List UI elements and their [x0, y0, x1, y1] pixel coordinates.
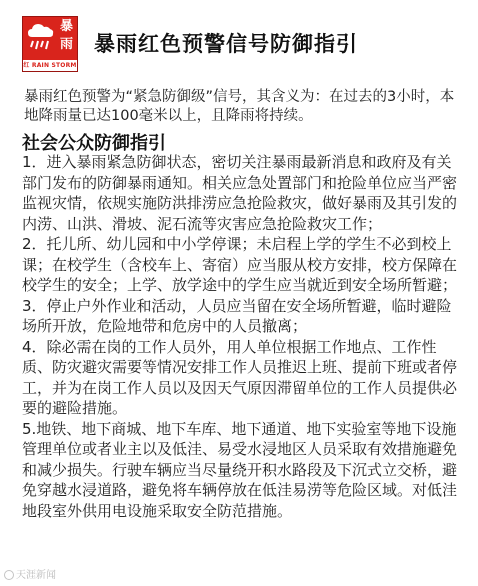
- cloud-rain-icon: [26, 21, 56, 55]
- guideline-item-3: 3．停止户外作业和活动，人员应当留在安全场所暂避，临时避险场所开放，危险地带和危房中的人员撤离；: [22, 296, 452, 335]
- guideline-item-1: 1．进入暴雨紧急防御状态，密切关注暴雨最新消息和政府及有关部门发布的防御暴雨通知。相关应急处置部门和抢险单位应当严密监视灾情，依规实施防洪排涝应急抢险救灾，做好暴雨及其引发的内涝、山洪、滑坡、泥石流等灾害应急抢险救灾工作；: [22, 153, 458, 233]
- rainstorm-red-warning-icon: [22, 16, 78, 72]
- guideline-list: [22, 152, 462, 521]
- page-title: 暴雨红色预警信号防御指引: [94, 32, 358, 56]
- icon-char-1: 暴: [59, 19, 73, 34]
- guideline-item-2: 2．托儿所、幼儿园和中小学停课；未启程上学的学生不必到校上课；在校学生（含校车上、寄宿）应当服从校方安排，校方保障在校学生的安全；上学、放学途中的学生应当就近到安全场所暂避；: [22, 235, 458, 294]
- watermark: [4, 566, 56, 581]
- watermark-text: 天涯新闻: [16, 570, 56, 581]
- section-heading: 社会公众防御指引: [22, 133, 166, 154]
- guideline-item-4: 4．除必需在岗的工作人员外，用人单位根据工作地点、工作性质、防灾避灾需要等情况安排工作人员推迟上班、提前下班或者停工，并为在岗工作人员以及因天气原因滞留单位的工作人员提供必要的避险措施。: [22, 337, 458, 417]
- icon-strip-label: 红 RAIN STORM: [23, 62, 77, 69]
- guideline-item-5: 5.地铁、地下商城、地下车库、地下通道、地下实验室等地下设施管理单位或者业主以及低洼、易受水浸地区人员采取有效措施避免和减少损失。行驶车辆应当尽量绕开积水路段及下沉式立交桥，避免穿越水浸道路，避免将车辆停放在低洼易涝等危险区域。对低洼地段室外供用电设施采取安全防范措施。: [22, 419, 458, 520]
- watermark-logo-icon: [4, 570, 14, 580]
- icon-char-2: 雨: [59, 37, 73, 52]
- intro-paragraph: 暴雨红色预警为“紧急防御级”信号，其含义为：在过去的3小时，本地降雨量已达100毫米以上，且降雨将持续。: [24, 89, 455, 124]
- header: [22, 16, 462, 78]
